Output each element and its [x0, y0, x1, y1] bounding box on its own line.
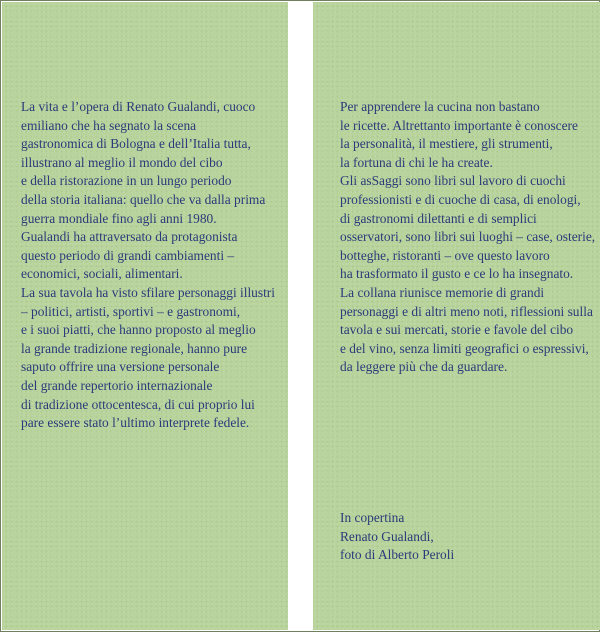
text-line: tavola e sui mercati, storie e favole del cibo [340, 322, 574, 338]
text-line: gastronomica di Bologna e dell’Italia tutta, [21, 136, 251, 152]
text-line: pare essere stato l’ultimo interprete fedele. [21, 415, 250, 431]
text-line: ha trasformato il gusto e ce lo ha insegnato. [340, 266, 574, 282]
right-flap-text [340, 98, 595, 377]
text-line: questo periodo di grandi cambiamenti – [21, 247, 235, 263]
text-line: da leggere più che da guardare. [340, 359, 508, 375]
left-flap [2, 2, 288, 630]
text-line: della storia italiana: quello che va dalla prima [21, 191, 266, 207]
text-line: economici, sociali, alimentari. [21, 266, 183, 282]
caption-line: Renato Gualandi, [340, 528, 434, 544]
text-line: del grande repertorio internazionale [21, 377, 213, 393]
text-line: botteghe, ristoranti – ove questo lavoro [340, 247, 550, 263]
text-line: – politici, artisti, sportivi – e gastronomi, [21, 303, 241, 319]
text-line: Per apprendere la cucina non bastano [340, 99, 540, 114]
text-line: personaggi e di altri meno noti, riflessioni sulla [340, 303, 593, 319]
text-line: e del vino, senza limiti geografici o espressivi, [340, 340, 589, 356]
left-flap-text [21, 98, 275, 433]
center-gutter [288, 2, 313, 630]
text-line: la personalità, il mestiere, gli strumenti, [340, 136, 553, 152]
text-line: professionisti e di cuoche di casa, di enologi, [340, 191, 581, 207]
text-line: La vita e l’opera di Renato Gualandi, cuoco [21, 99, 256, 114]
text-line: La collana riunisce memorie di grandi [340, 284, 545, 300]
text-line: osservatori, sono libri sui luoghi – case, osterie, [340, 229, 596, 245]
text-line: Gli asSaggi sono libri sul lavoro di cuochi [340, 173, 566, 189]
text-line: e i suoi piatti, che hanno proposto al meglio [21, 322, 256, 338]
text-line: guerra mondiale fino agli anni 1980. [21, 210, 217, 226]
text-line: e della ristorazione in un lungo periodo [21, 173, 232, 189]
text-line: le ricette. Altrettanto importante è conoscere [340, 117, 578, 133]
text-line: emiliano che ha segnato la scena [21, 117, 197, 133]
text-line: di gastronomi dilettanti e di semplici [340, 210, 537, 226]
text-line: illustrano al meglio il mondo del cibo [21, 154, 223, 170]
text-line: saputo offrire una versione personale [21, 359, 220, 375]
cover-credit-caption [340, 509, 454, 565]
right-flap [313, 2, 600, 630]
text-line: la grande tradizione regionale, hanno pure [21, 340, 248, 356]
text-line: Gualandi ha attraversato da protagonista [21, 229, 238, 245]
text-line: La sua tavola ha visto sfilare personaggi illustri [21, 284, 275, 300]
text-line: la fortuna di chi le ha create. [340, 154, 493, 170]
text-line: di tradizione ottocentesca, di cui proprio lui [21, 396, 255, 412]
caption-line: In copertina [340, 510, 405, 525]
caption-line: foto di Alberto Peroli [340, 547, 455, 563]
